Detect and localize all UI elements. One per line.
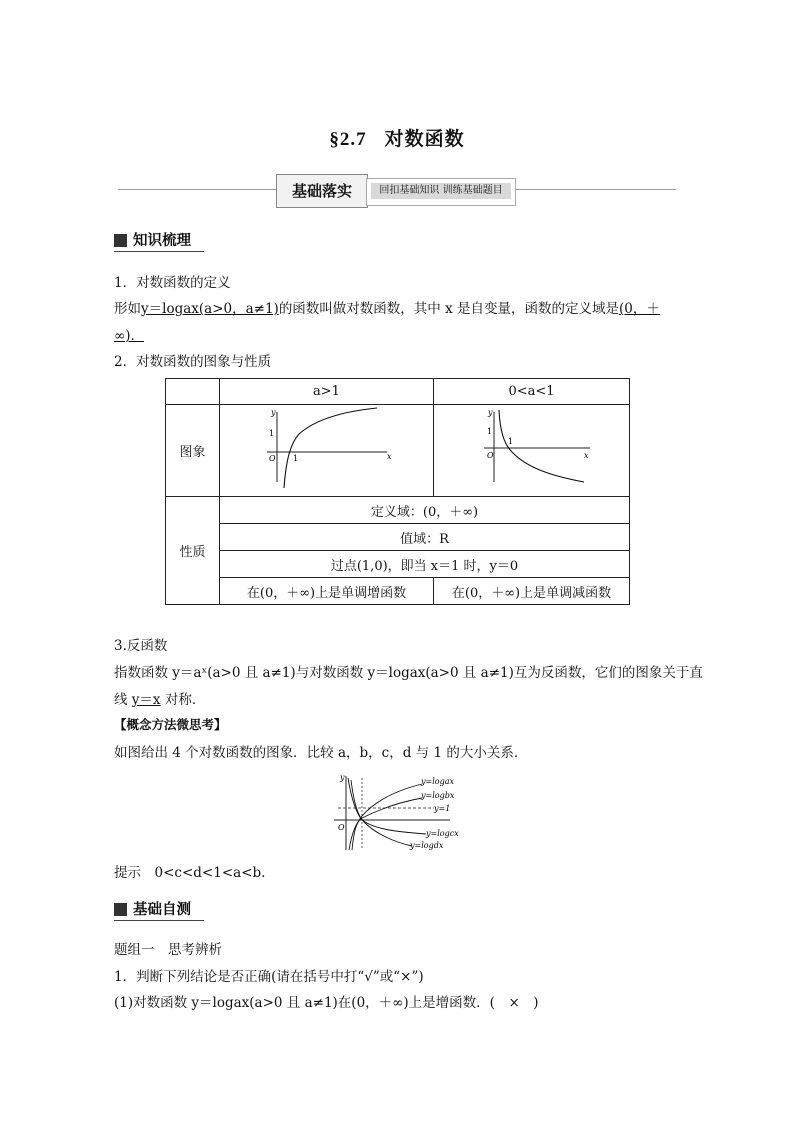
properties-table <box>165 378 630 605</box>
p1-end: ． <box>130 328 145 344</box>
banner-rule-left <box>118 189 276 190</box>
curve-a: y=logax <box>421 777 454 786</box>
graph1-x: x <box>386 451 392 461</box>
banner-sub-text: 回扣基础知识 训练基础题目 <box>371 183 511 199</box>
prop-point: 过点(1,0)，即当 x＝1 时，y＝0 <box>220 551 630 578</box>
p1-heading: 1．对数函数的定义 <box>114 275 231 291</box>
banner-main: 基础落实 <box>276 174 368 208</box>
table-corner <box>166 379 220 405</box>
p3-post: 对称． <box>160 692 206 708</box>
p3-heading: 3.反函数 <box>114 638 168 654</box>
curve-c: y=logcx <box>426 829 459 838</box>
graph1-y: y <box>270 407 276 417</box>
graph2-one-x: 1 <box>507 436 513 446</box>
curve-d: y=logdx <box>410 841 444 850</box>
fig-o: O <box>338 823 345 832</box>
section-selftest-label: 基础自测 <box>133 902 191 918</box>
p1-domain-b: ∞) <box>114 328 131 344</box>
section-square-icon <box>114 234 127 247</box>
p1-formula: y＝logax(a>0，a≠1) <box>141 301 279 317</box>
row-props-label: 性质 <box>166 497 220 605</box>
question-1-1: (1)对数函数 y＝logax(a>0 且 a≠1)在(0，＋∞)上是增函数．( × ) <box>114 995 539 1011</box>
graph-increasing <box>220 405 434 497</box>
section-rule <box>114 251 204 252</box>
think-hint: 提示 0<c<d<1<a<b. <box>114 865 266 881</box>
graph2-o: O <box>486 450 494 460</box>
p1-line2 <box>114 324 144 344</box>
graph1-one-y: 1 <box>268 428 274 438</box>
p1-line1 <box>114 297 660 317</box>
four-log-curves <box>330 772 480 852</box>
banner-rule-right <box>516 189 676 190</box>
p3-line2 <box>114 688 205 708</box>
graph2-one-y: 1 <box>486 426 492 436</box>
section-selftest <box>114 898 191 919</box>
p1-domain-a: (0，＋ <box>619 301 660 317</box>
section-number: §2.7 <box>329 129 367 150</box>
page-title <box>0 124 794 151</box>
curve-b: y=logbx <box>421 791 455 800</box>
graph2-x: x <box>583 450 589 460</box>
p3-line1: 指数函数 y＝aˣ(a>0 且 a≠1)与对数函数 y＝logax(a>0 且 a≠1)互为反函数，它们的图象关于直 <box>114 665 703 681</box>
graph1-one-x: 1 <box>292 453 298 463</box>
section-rule <box>114 920 204 921</box>
question-1: 1．判断下列结论是否正确(请在括号中打“√”或“×”) <box>114 969 424 985</box>
p3-formula: y＝x <box>131 692 161 708</box>
prop-decreasing: 在(0，＋∞)上是单调减函数 <box>434 578 630 605</box>
prop-increasing: 在(0，＋∞)上是单调增函数 <box>220 578 434 605</box>
decreasing-log-graph <box>472 406 592 492</box>
prop-domain: 定义域：(0，＋∞) <box>220 497 630 524</box>
fig-y: y <box>340 773 345 782</box>
section-knowledge-label: 知识梳理 <box>133 233 191 249</box>
p1-pre: 形如 <box>114 301 141 317</box>
graph1-o: O <box>268 453 276 463</box>
section-banner <box>276 174 516 208</box>
p3-pre: 线 <box>114 692 132 708</box>
banner-sub <box>366 178 516 206</box>
group-heading: 题组一 思考辨析 <box>114 942 222 958</box>
row-image-label: 图象 <box>166 405 220 497</box>
title-text: 对数函数 <box>384 129 465 150</box>
graph-decreasing <box>434 405 630 497</box>
think-heading: 【概念方法微思考】 <box>114 717 227 732</box>
p1-mid: 的函数叫做对数函数，其中 x 是自变量，函数的定义域是 <box>278 301 620 317</box>
increasing-log-graph <box>257 406 397 492</box>
prop-range: 值域：R <box>220 524 630 551</box>
section-square-icon <box>114 903 127 916</box>
graph2-y: y <box>487 407 493 417</box>
p2-heading: 2．对数函数的图象与性质 <box>114 354 272 370</box>
col-a-gt-1: a>1 <box>220 379 434 405</box>
col-a-lt-1: 0<a<1 <box>434 379 630 405</box>
curve-y1: y=1 <box>434 804 451 813</box>
section-knowledge <box>114 229 191 250</box>
think-question: 如图给出 4 个对数函数的图象．比较 a，b，c，d 与 1 的大小关系． <box>114 745 528 761</box>
